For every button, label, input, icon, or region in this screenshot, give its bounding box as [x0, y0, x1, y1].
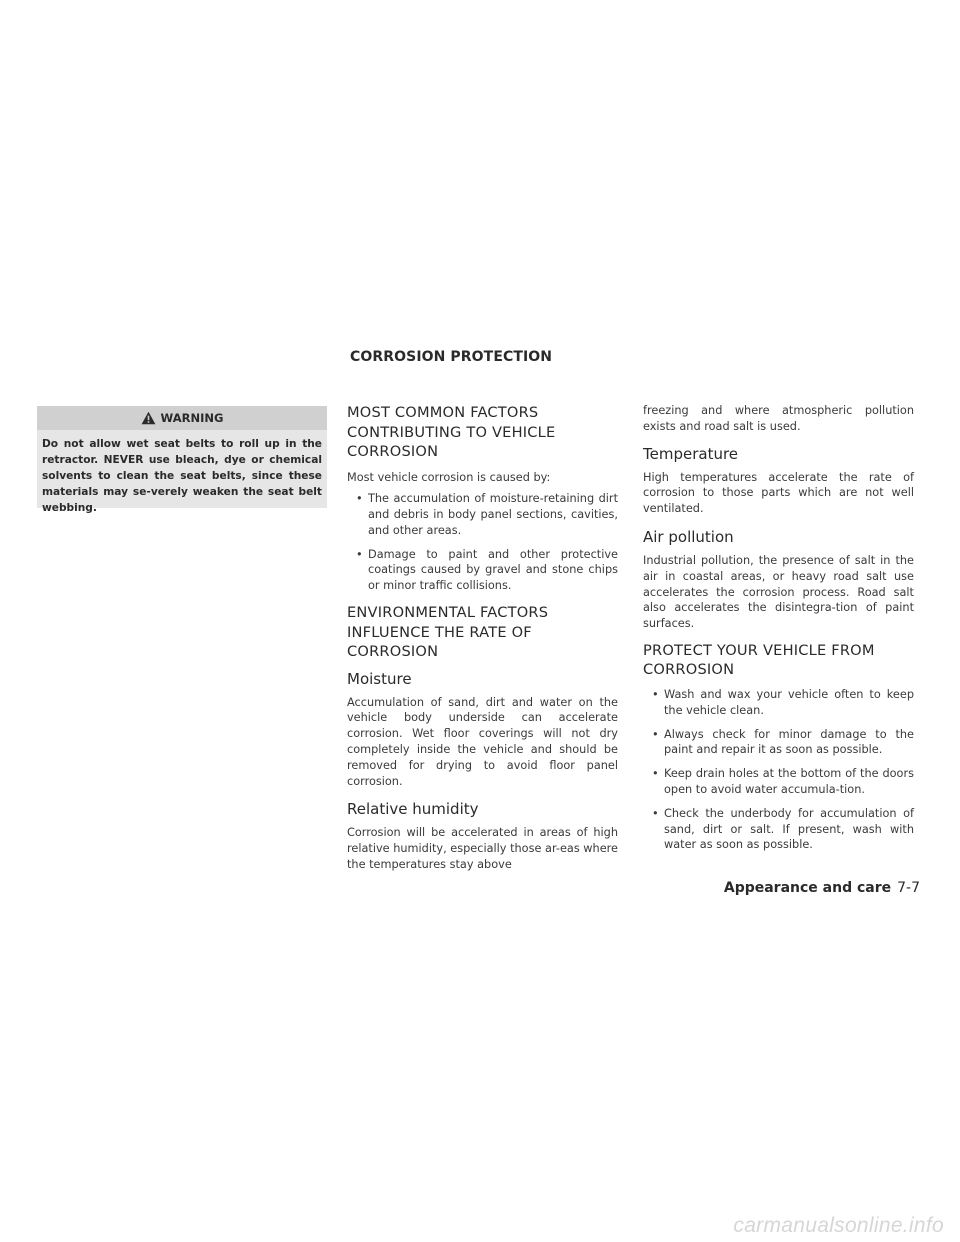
- page-number: 7-7: [897, 880, 920, 896]
- list-item: [643, 687, 914, 719]
- column-middle: [347, 403, 618, 873]
- list-item-text: Damage to paint and other protective coatings caused by gravel and stone chips or minor traffic collisions.: [368, 547, 618, 593]
- list-item: [643, 727, 914, 759]
- warning-title: WARNING: [160, 411, 224, 425]
- moisture-text: Accumulation of sand, dirt and water on the vehicle body underside can accelerate corrosion. Wet floor coverings will not dry completely inside the vehicle and should be removed for drying to avoid floor panel corrosion.: [347, 695, 618, 788]
- list-item-text: Keep drain holes at the bottom of the doors open to avoid water accumula-tion.: [664, 767, 914, 796]
- heading-moisture: Moisture: [347, 669, 412, 688]
- bullet: •: [652, 806, 659, 820]
- heading-temperature: Temperature: [643, 444, 739, 463]
- bullet: •: [356, 547, 363, 561]
- heading-common-factors: MOST COMMON FACTORS CONTRIBUTING TO VEHICLE CORROSION: [347, 404, 556, 460]
- heading-environmental: ENVIRONMENTAL FACTORS INFLUENCE THE RATE OF CORROSION: [347, 604, 549, 661]
- common-factors-intro: Most vehicle corrosion is caused by:: [347, 470, 551, 484]
- warning-header: [37, 406, 327, 430]
- section-title: CORROSION PROTECTION: [350, 349, 553, 365]
- list-item-text: Always check for minor damage to the paint and repair it as soon as possible.: [664, 727, 914, 757]
- protect-list: [643, 687, 914, 853]
- watermark-text: carmanualsonline.info: [733, 1214, 944, 1237]
- list-item-text: Wash and wax your vehicle often to keep the vehicle clean.: [664, 687, 914, 717]
- air-pollution-text: Industrial pollution, the presence of salt in the air in coastal areas, or heavy road salt use accelerates the corrosion process. Road salt also accelerates the disintegra-tion of paint surfaces.: [643, 553, 914, 631]
- heading-humidity: Relative humidity: [347, 800, 479, 819]
- list-item-text: Check the underbody for accumulation of sand, dirt or salt. If present, wash with water as soon as possible.: [664, 806, 914, 852]
- temperature-text: High temperatures accelerate the rate of corrosion to those parts which are not well ventilated.: [643, 470, 914, 516]
- column-right: [643, 403, 914, 861]
- bullet: •: [356, 492, 363, 506]
- heading-air-pollution: Air pollution: [643, 527, 734, 546]
- common-factors-list: [347, 491, 618, 594]
- list-item-text: The accumulation of moisture-retaining dirt and debris in body panel sections, cavities, and other areas.: [368, 492, 618, 537]
- chapter-title: Appearance and care: [723, 880, 892, 896]
- bullet: •: [652, 767, 659, 781]
- list-item: [347, 547, 618, 594]
- bullet: •: [652, 727, 659, 741]
- warning-triangle-icon: [141, 411, 156, 425]
- list-item: [643, 806, 914, 853]
- bullet: •: [652, 687, 659, 701]
- humidity-text-continued: freezing and where atmospheric pollution exists and road salt is used.: [643, 404, 914, 433]
- page-footer: [700, 880, 920, 896]
- warning-box: [37, 406, 327, 514]
- heading-protect: PROTECT YOUR VEHICLE FROM CORROSION: [643, 641, 875, 679]
- humidity-text: Corrosion will be accelerated in areas of high relative humidity, especially those ar-eas where the temperatures stay above: [347, 826, 618, 871]
- list-item: [347, 491, 618, 538]
- list-item: [643, 766, 914, 798]
- watermark: [0, 1212, 960, 1242]
- warning-text: Do not allow wet seat belts to roll up in the retractor. NEVER use bleach, dye or chemical solvents to clean the seat belts, since these materials may se-verely weaken the seat belt webbing.: [42, 438, 322, 514]
